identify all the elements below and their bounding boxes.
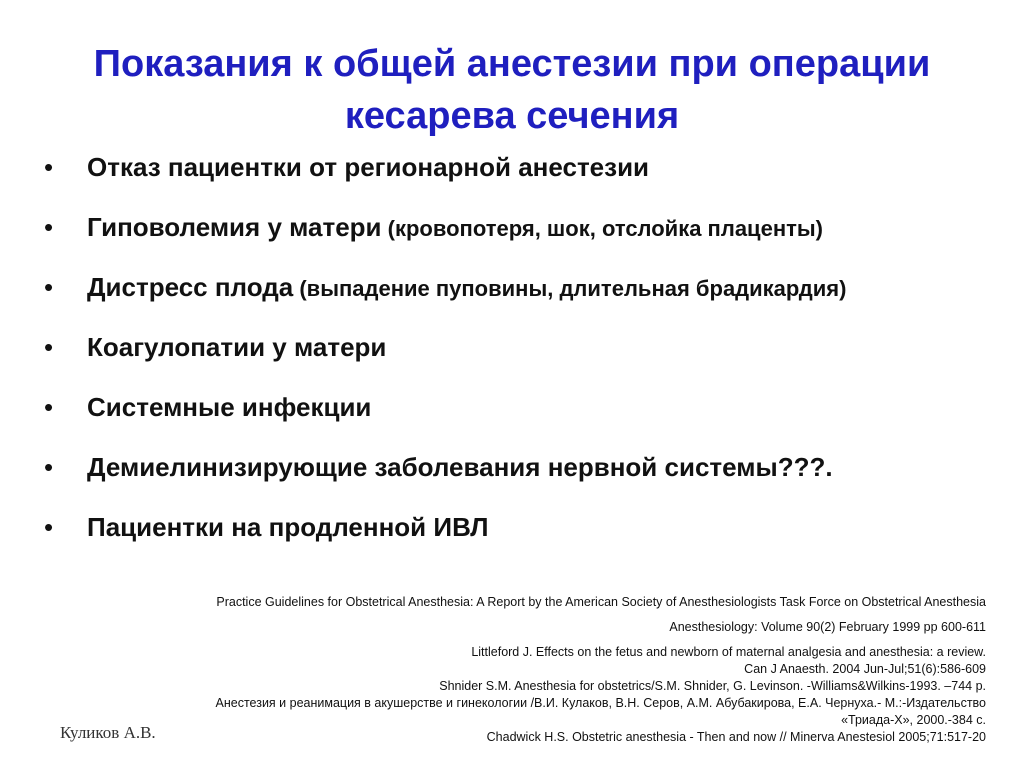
bullet-marker: • — [44, 512, 54, 542]
indication-detail-text: (кровопотеря, шок, отслойка плаценты) — [381, 216, 823, 241]
reference-line: Practice Guidelines for Obstetrical Anesthesia: A Report by the American Society of Anesthesiologists Task Force on Obstetrical Anesthesia — [216, 595, 986, 609]
indication-detail-text: (выпадение пуповины, длительная брадикардия) — [293, 276, 847, 301]
reference-line: Chadwick H.S. Obstetric anesthesia - Then and now // Minerva Anestesiol 2005;71:517-20 — [486, 730, 986, 744]
reference-line: Littleford J. Effects on the fetus and newborn of maternal analgesia and anesthesia: a review. — [471, 645, 986, 659]
reference-line: Анестезия и реанимация в акушерстве и гинекологии /В.И. Кулаков, В.Н. Серов, А.М. Абубакирова, Е.А. Чернуха.- М.:-Издательство — [215, 696, 986, 710]
reference-line: Shnider S.M. Anesthesia for obstetrics/S.M. Shnider, G. Levinson. -Williams&Wilkins-1993. –744 p. — [439, 679, 986, 693]
indication-list — [44, 145, 1004, 565]
slide-title — [0, 38, 1024, 142]
indication-item — [44, 145, 1004, 205]
bullet-marker: • — [44, 212, 54, 242]
reference-line: Anesthesiology: Volume 90(2) February 1999 pp 600-611 — [669, 620, 986, 634]
bullet-marker: • — [44, 152, 54, 182]
indication-item — [44, 265, 1004, 325]
bullet-marker: • — [44, 392, 54, 422]
indication-item — [44, 445, 1004, 505]
indication-main-text: Гиповолемия у матери — [87, 212, 382, 242]
reference-line: «Триада-Х», 2000.-384 с. — [841, 713, 986, 727]
references — [86, 594, 986, 746]
indication-main-text: Системные инфекции — [87, 392, 372, 422]
indication-item — [44, 505, 1004, 565]
indication-item — [44, 385, 1004, 445]
bullet-marker: • — [44, 452, 54, 482]
bullet-marker: • — [44, 332, 54, 362]
bullet-marker: • — [44, 272, 54, 302]
indication-main-text: Отказ пациентки от регионарной анестезии — [87, 152, 650, 182]
author-name: Куликов А.В. — [60, 723, 156, 742]
indication-main-text: Коагулопатии у матери — [87, 332, 387, 362]
title-line-2: кесарева сечения — [344, 95, 680, 137]
indication-main-text: Дистресс плода — [87, 272, 294, 302]
indication-item — [44, 325, 1004, 385]
indication-item — [44, 205, 1004, 265]
title-line-1: Показания к общей анестезии при операции — [93, 43, 931, 85]
indication-main-text: Демиелинизирующие заболевания нервной системы???. — [87, 452, 833, 482]
reference-line: Can J Anaesth. 2004 Jun-Jul;51(6):586-609 — [744, 662, 986, 676]
indication-main-text: Пациентки на продленной ИВЛ — [87, 512, 489, 542]
